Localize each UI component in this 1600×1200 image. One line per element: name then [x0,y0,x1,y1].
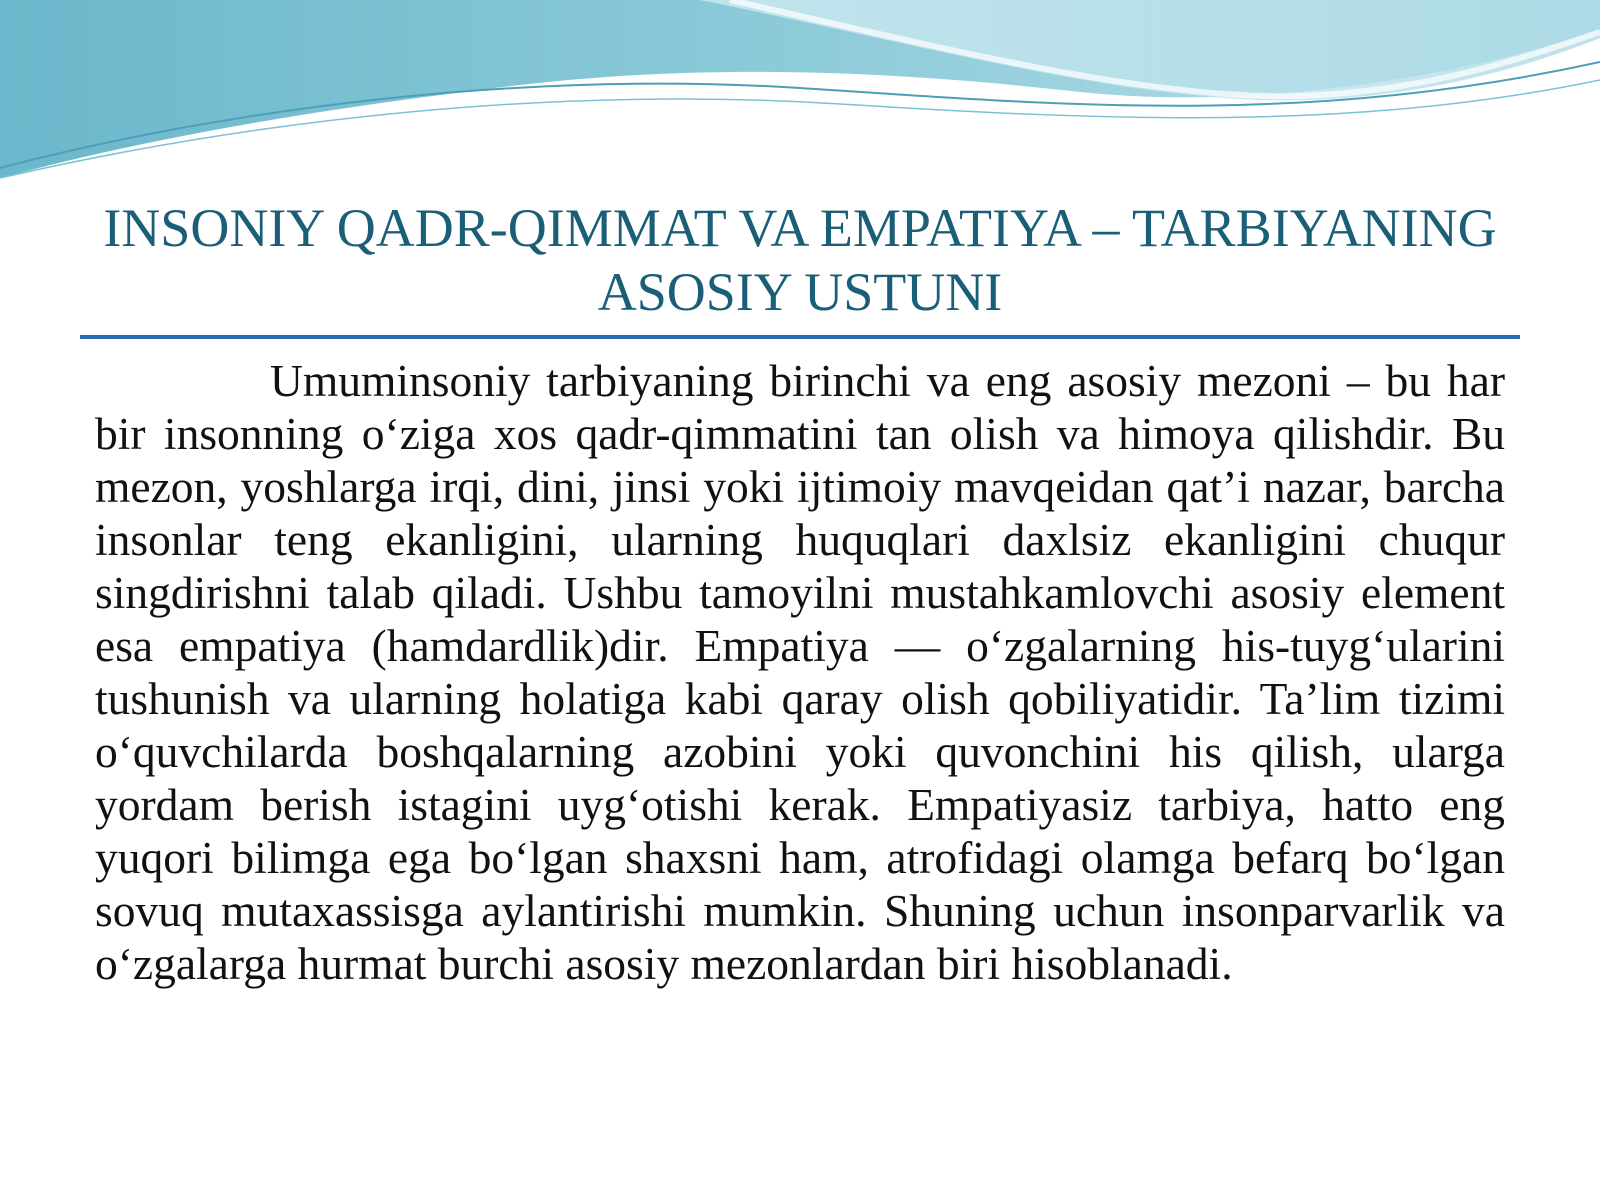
slide-title [80,196,1520,324]
slide-title-line-2: ASOSIY USTUNI [597,262,1003,322]
slide-title-line-1: INSONIY QADR-QIMMAT VA EMPATIYA – TARBIYANING [103,198,1497,258]
decorative-wave-banner [0,0,1600,190]
title-divider [80,335,1520,339]
body-paragraph: Umuminsoniy tarbiyaning birinchi va eng asosiy mezoni – bu har bir insonning o‘ziga xos qadr-qimmatini tan olish va himoya qilishdir. Bu mezon, yoshlarga irqi, dini, jinsi yoki ijtimoiy mavqeidan qat’i nazar, barcha insonlar teng ekanligini, ularning huquqlari daxlsiz ekanligini chuqur singdirishni talab qiladi. Ushbu tamoyilni mustahkamlovchi asosiy element esa empatiya (hamdardlik)dir. Empatiya — o‘zgalarning his-tuyg‘ularini tushunish va ularning holatiga kabi qaray olish qobiliyatidir. Ta’lim tizimi o‘quvchilarda boshqalarning azobini yoki quvonchini his qilish, ularga yordam berish istagini uyg‘otishi kerak. Empatiyasiz tarbiya, hatto eng yuqori bilimga ega bo‘lgan shaxsni ham, atrofidagi olamga befarq bo‘lgan sovuq mutaxassisga aylantirishi mumkin. Shuning uchun insonparvarlik va o‘zgalarga hurmat burchi asosiy mezonlardan biri hisoblanadi. [95,355,1505,989]
